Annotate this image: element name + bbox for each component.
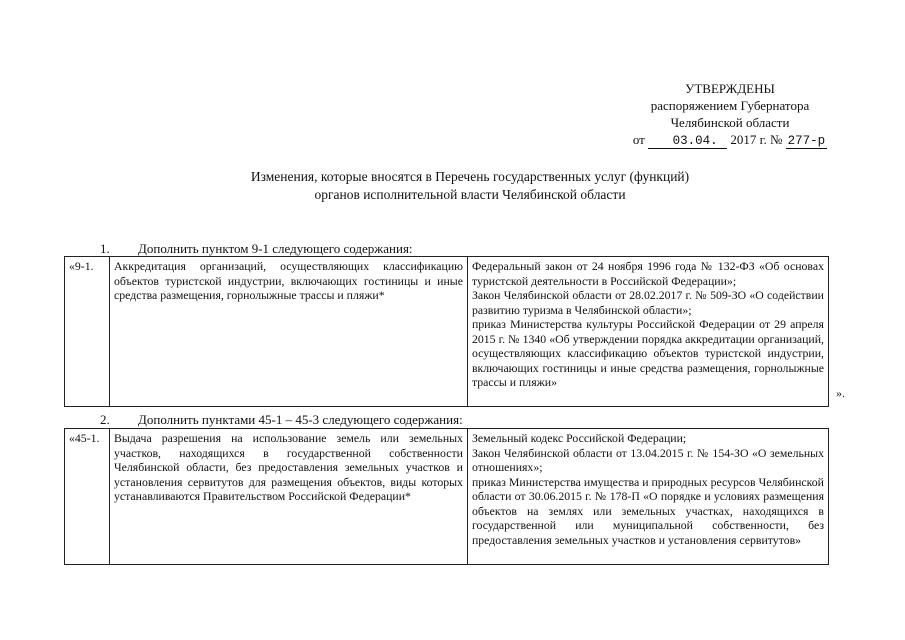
approval-heading: УТВЕРЖДЕНЫ [685, 81, 775, 96]
date-prefix: от [632, 132, 645, 147]
row-code: «45-1. [65, 429, 110, 565]
document-title [120, 168, 820, 204]
section-2-text: Дополнить пунктами 45-1 – 45-3 следующего содержания: [138, 412, 463, 427]
table-row [65, 257, 829, 407]
title-line-2: органов исполнительной власти Челябинской области [314, 187, 626, 202]
basis-item: Закон Челябинской области от 13.04.2015 г. № 154-ЗО «О земельных отношениях»; [471, 445, 824, 474]
approval-date-line [560, 131, 900, 150]
section-1-text: Дополнить пунктом 9-1 следующего содержания: [138, 241, 413, 256]
approval-block [560, 80, 900, 150]
section-1-number: 1. [100, 241, 110, 256]
approval-line-1: распоряжением Губернатора [650, 98, 810, 113]
row-code: «9-1. [65, 257, 110, 407]
basis-item: Федеральный закон от 24 ноября 1996 года № 132-ФЗ «Об основах туристской деятельности в Российской Федерации»; [471, 259, 824, 288]
basis-item: приказ Министерства культуры Российской Федерации от 29 апреля 2015 г. № 1340 «Об утверждении порядка аккредитации организаций, осуществляющих классификацию объектов туристской индустрии, включающих гостиницы и иные средства размещения, горнолыжные трассы и пляжи» [471, 317, 824, 389]
section-2-number: 2. [100, 412, 110, 427]
closing-quote: ». [836, 386, 845, 400]
row-legal-basis [467, 257, 828, 407]
approval-year: 2017 г. № [730, 132, 783, 147]
section-1-heading [100, 241, 413, 257]
approval-number: 277-р [787, 134, 826, 148]
basis-item: Земельный кодекс Российской Федерации; [471, 431, 687, 445]
table-row [65, 429, 829, 565]
section-1-table [64, 256, 829, 407]
basis-item: Закон Челябинской области от 28.02.2017 г. № 509-ЗО «О содействии развитию туризма в Челябинской области»; [471, 288, 824, 317]
basis-item: приказ Министерства имущества и природных ресурсов Челябинской области от 30.06.2015 г. № 178-П «О порядке и условиях размещения объектов на землях или земельных участках, находящихся в государственной или муниципальной собственности, без предоставления земельных участков и установления сервитутов» [471, 474, 824, 547]
approval-line-2: Челябинской области [670, 115, 790, 130]
section-2-heading [100, 412, 463, 428]
approval-date: 03.04. [648, 134, 727, 149]
row-service-name: Выдача разрешения на использование земель или земельных участков, находящихся в государственной собственности Челябинской области, без предоставления земельных участков и установления сервитутов для размещения объектов, виды которых устанавливаются Правительством Российской Федерации* [110, 429, 468, 565]
section-2-table [64, 428, 829, 565]
row-legal-basis [467, 429, 828, 565]
row-service-name: Аккредитация организаций, осуществляющих классификацию объектов туристской индустрии, включающих гостиницы и иные средства размещения, горнолыжные трассы и пляжи* [110, 257, 468, 407]
title-line-1: Изменения, которые вносятся в Перечень государственных услуг (функций) [250, 169, 690, 184]
